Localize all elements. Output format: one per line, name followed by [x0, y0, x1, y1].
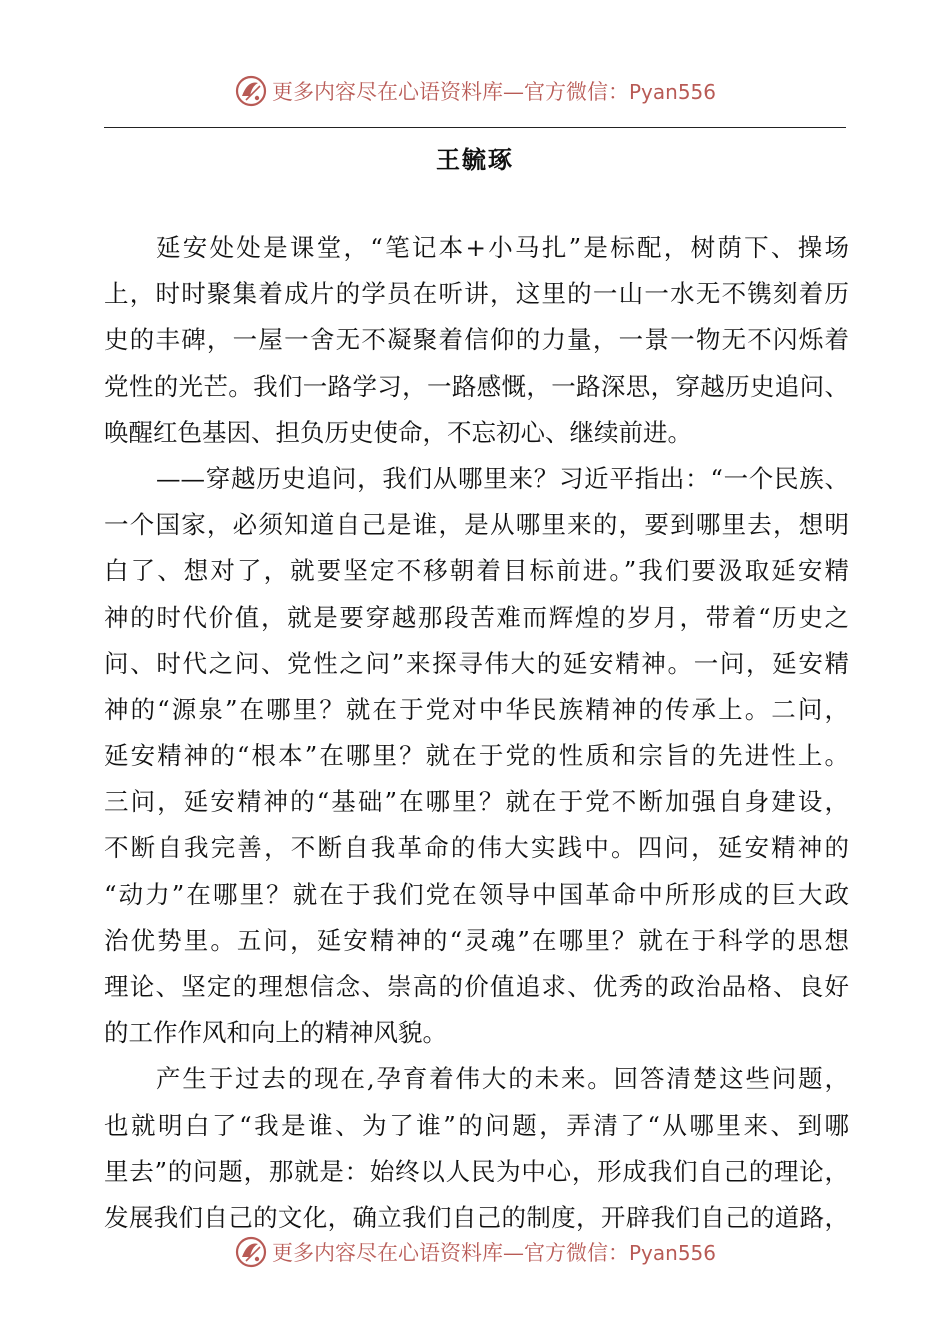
text-line: 产生于过去的现在,孕育着伟大的未来。回答清楚这些问题， [156, 1064, 849, 1094]
logo-icon [234, 1235, 268, 1269]
text-line: 不断自我完善，不断自我革命的伟大实践中。四问，延安精神的 [104, 833, 849, 863]
text-line: 延安处处是课堂，“笔记本+小马扎”是标配，树荫下、操场 [156, 233, 849, 262]
banner-wechat-id: Pyan556 [628, 80, 716, 104]
text-line: 治优势里。五问，延安精神的“灵魂”在哪里？就在于科学的思想 [104, 925, 849, 955]
logo-icon [234, 74, 268, 108]
text-line: 史的丰碑，一屋一舍无不凝聚着信仰的力量，一景一物无不闪烁着 [104, 325, 849, 355]
text-line: 问、时代之问、党性之问”来探寻伟大的延安精神。一问，延安精 [104, 648, 849, 678]
banner-text [272, 76, 716, 106]
banner-dash: — [502, 80, 524, 104]
text-line: 发展我们自己的文化，确立我们自己的制度，开辟我们自己的道路， [104, 1202, 849, 1232]
text-line: 的工作作风和向上的精神风貌。 [104, 1018, 447, 1048]
text-line: 里去”的问题，那就是：始终以人民为中心，形成我们自己的理论， [104, 1156, 849, 1186]
footer-banner [0, 1232, 950, 1272]
text-line: 唤醒红色基因、担负历史使命，不忘初心、继续前进。 [104, 417, 692, 447]
banner-dash: — [502, 1241, 524, 1265]
text-line: 也就明白了“我是谁、为了谁”的问题，弄清了“从哪里来、到哪 [104, 1110, 849, 1140]
header-banner [0, 71, 950, 111]
banner-text [272, 1237, 716, 1267]
header-rule [104, 127, 846, 128]
text-line: 理论、坚定的理想信念、崇高的价值追求、优秀的政治品格、良好 [104, 972, 849, 1001]
text-line: ——穿越历史追问，我们从哪里来？习近平指出：“一个民族、 [156, 463, 849, 493]
banner-wechat-id: Pyan556 [628, 1241, 716, 1265]
text-line: 神的时代价值，就是要穿越那段苦难而辉煌的岁月，带着“历史之 [104, 602, 849, 632]
banner-label: 官方微信： [523, 80, 629, 104]
text-line: 一个国家，必须知道自己是谁，是从哪里来的，要到哪里去，想明 [104, 510, 849, 540]
text-line: 三问，延安精神的“基础”在哪里？就在于党不断加强自身建设， [104, 787, 849, 817]
banner-slogan: 更多内容尽在心语资料库 [271, 80, 503, 104]
document-body [104, 225, 849, 1241]
banner-slogan: 更多内容尽在心语资料库 [271, 1241, 503, 1265]
page-title: 王毓琢 [436, 145, 514, 174]
text-line: 神的“源泉”在哪里？就在于党对中华民族精神的传承上。二问， [104, 694, 849, 724]
text-line: 白了、想对了，就要坚定不移朝着目标前进。”我们要汲取延安精 [104, 556, 849, 586]
text-line: 上，时时聚集着成片的学员在听讲，这里的一山一水无不镌刻着历 [104, 279, 849, 309]
text-line: 延安精神的“根本”在哪里？就在于党的性质和宗旨的先进性上。 [104, 741, 849, 771]
banner-label: 官方微信： [523, 1241, 629, 1265]
text-line: 党性的光芒。我们一路学习，一路感慨，一路深思，穿越历史追问、 [104, 371, 849, 401]
text-line: “动力”在哪里？就在于我们党在领导中国革命中所形成的巨大政 [104, 879, 849, 909]
